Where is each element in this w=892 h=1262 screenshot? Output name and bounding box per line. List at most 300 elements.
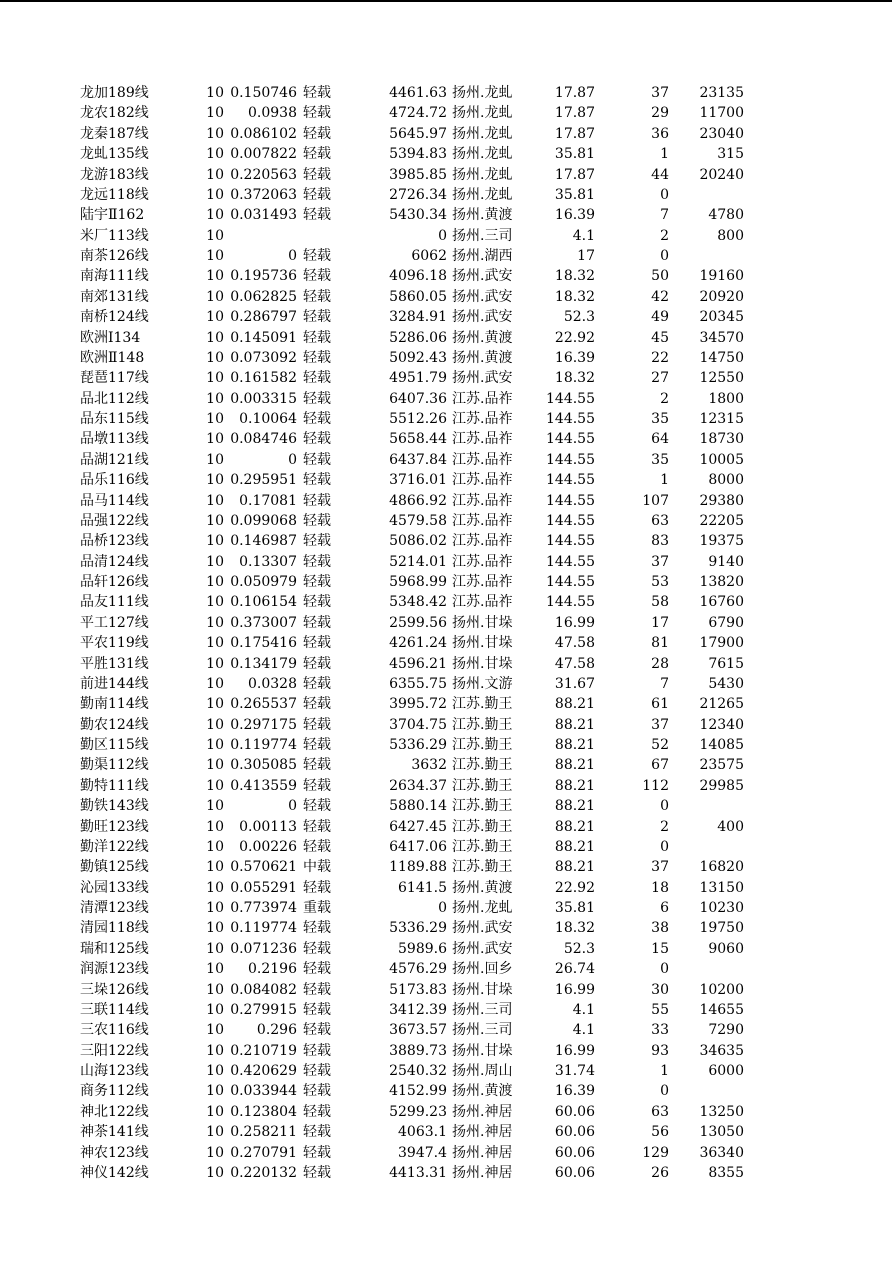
table-row xyxy=(0,959,892,979)
capacity-kva-cell: 16820 xyxy=(699,859,744,876)
transformer-count-cell: 0 xyxy=(660,186,669,203)
load-rate-cell: 0.161582 xyxy=(230,370,297,387)
load-rate-cell: 0.003315 xyxy=(230,390,297,407)
substation-value-cell: 17.87 xyxy=(554,85,595,101)
voltage-cell: 10 xyxy=(206,85,224,101)
substation-cell: 扬州.武安 xyxy=(452,268,513,285)
data-table xyxy=(0,83,892,1183)
table-row xyxy=(0,389,892,409)
transformer-count-cell: 7 xyxy=(660,675,669,692)
load-rate-cell: 0.086102 xyxy=(230,125,297,142)
voltage-cell: 10 xyxy=(206,635,224,652)
load-status-cell: 轻载 xyxy=(303,716,331,733)
substation-value-cell: 144.55 xyxy=(546,512,595,529)
substation-cell: 扬州.武安 xyxy=(452,288,513,305)
load-status-cell: 轻载 xyxy=(303,1164,331,1181)
load-status-cell: 轻载 xyxy=(303,1042,331,1059)
load-rate-cell: 0.297175 xyxy=(230,716,297,733)
line-name-cell: 琵琶117线 xyxy=(80,370,149,387)
capacity-kva-cell: 14750 xyxy=(699,349,744,366)
table-row xyxy=(0,1122,892,1142)
capacity-kva-cell: 6790 xyxy=(708,614,744,631)
line-name-cell: 商务112线 xyxy=(80,1083,149,1100)
load-rate-cell: 0.033944 xyxy=(230,1083,297,1100)
voltage-cell: 10 xyxy=(206,472,224,489)
table-row xyxy=(0,1020,892,1040)
voltage-cell: 10 xyxy=(206,1022,224,1039)
available-capacity-cell: 3889.73 xyxy=(389,1042,447,1059)
substation-cell: 江苏.勤王 xyxy=(452,757,513,774)
substation-value-cell: 16.39 xyxy=(554,1083,595,1100)
transformer-count-cell: 1 xyxy=(660,1063,669,1079)
available-capacity-cell: 6355.75 xyxy=(389,675,447,692)
capacity-kva-cell: 20345 xyxy=(699,309,744,326)
substation-value-cell: 88.21 xyxy=(554,798,595,815)
capacity-kva-cell: 16760 xyxy=(699,594,744,611)
substation-cell: 江苏.勤王 xyxy=(452,798,513,815)
load-status-cell: 轻载 xyxy=(303,186,331,203)
load-status-cell: 轻载 xyxy=(303,614,331,631)
table-row xyxy=(0,328,892,348)
line-name-cell: 南茶126线 xyxy=(80,248,149,264)
line-name-cell: 南郊131线 xyxy=(80,288,149,305)
substation-cell: 扬州.黄渡 xyxy=(452,879,513,896)
load-rate-cell: 0.265537 xyxy=(230,696,297,713)
available-capacity-cell: 2599.56 xyxy=(389,614,447,631)
transformer-count-cell: 67 xyxy=(651,757,669,774)
load-status-cell: 轻载 xyxy=(303,166,331,183)
available-capacity-cell: 5214.01 xyxy=(389,553,447,570)
substation-cell: 扬州.武安 xyxy=(452,309,513,326)
substation-cell: 江苏.品祚 xyxy=(452,390,513,407)
transformer-count-cell: 2 xyxy=(660,390,669,407)
load-rate-cell: 0.270791 xyxy=(230,1144,297,1161)
transformer-count-cell: 15 xyxy=(651,940,669,957)
substation-value-cell: 18.32 xyxy=(554,920,595,937)
available-capacity-cell: 4596.21 xyxy=(389,655,447,672)
available-capacity-cell: 4063.1 xyxy=(398,1124,447,1141)
voltage-cell: 10 xyxy=(206,370,224,387)
line-name-cell: 龙远118线 xyxy=(80,186,149,203)
available-capacity-cell: 4579.58 xyxy=(389,512,447,529)
transformer-count-cell: 112 xyxy=(642,777,669,794)
load-rate-cell: 0.295951 xyxy=(230,472,297,489)
substation-cell: 扬州.龙虬 xyxy=(452,186,513,203)
available-capacity-cell: 5092.43 xyxy=(389,349,447,366)
transformer-count-cell: 35 xyxy=(651,411,669,427)
line-name-cell: 龙农182线 xyxy=(80,105,149,122)
available-capacity-cell: 4413.31 xyxy=(389,1164,447,1181)
substation-value-cell: 60.06 xyxy=(554,1124,595,1141)
table-row xyxy=(0,817,892,837)
line-name-cell: 陆宇Ⅱ162 xyxy=(80,207,145,224)
substation-cell: 扬州.甘垛 xyxy=(452,655,513,672)
available-capacity-cell: 3704.75 xyxy=(389,716,447,733)
transformer-count-cell: 35 xyxy=(651,451,669,468)
table-row xyxy=(0,796,892,816)
load-rate-cell: 0.119774 xyxy=(230,737,297,753)
available-capacity-cell: 6062 xyxy=(411,248,447,264)
substation-cell: 江苏.品祚 xyxy=(452,512,513,529)
substation-cell: 扬州.甘垛 xyxy=(452,635,513,652)
load-rate-cell: 0 xyxy=(288,798,297,815)
capacity-kva-cell: 17900 xyxy=(699,635,744,652)
available-capacity-cell: 3632 xyxy=(411,757,447,774)
transformer-count-cell: 50 xyxy=(651,268,669,285)
load-status-cell: 轻载 xyxy=(303,1124,331,1141)
transformer-count-cell: 61 xyxy=(651,696,669,713)
available-capacity-cell: 6141.5 xyxy=(398,879,447,896)
transformer-count-cell: 0 xyxy=(660,798,669,815)
load-status-cell: 轻载 xyxy=(303,329,331,346)
table-row xyxy=(0,654,892,674)
transformer-count-cell: 107 xyxy=(642,492,669,509)
voltage-cell: 10 xyxy=(206,716,224,733)
line-name-cell: 龙游183线 xyxy=(80,166,149,183)
table-row xyxy=(0,103,892,123)
table-row xyxy=(0,592,892,612)
transformer-count-cell: 63 xyxy=(651,1103,669,1120)
substation-value-cell: 4.1 xyxy=(572,1001,595,1018)
transformer-count-cell: 17 xyxy=(651,614,669,631)
line-name-cell: 平农119线 xyxy=(80,635,149,652)
voltage-cell: 10 xyxy=(206,1001,224,1018)
available-capacity-cell: 0 xyxy=(438,900,447,916)
substation-cell: 扬州.龙虬 xyxy=(452,900,513,916)
transformer-count-cell: 30 xyxy=(651,981,669,998)
substation-cell: 江苏.勤王 xyxy=(452,859,513,876)
load-rate-cell: 0.119774 xyxy=(230,920,297,937)
capacity-kva-cell: 23575 xyxy=(699,757,744,774)
available-capacity-cell: 2726.34 xyxy=(389,186,447,203)
substation-cell: 江苏.勤王 xyxy=(452,818,513,835)
substation-value-cell: 17.87 xyxy=(554,166,595,183)
voltage-cell: 10 xyxy=(206,309,224,326)
load-status-cell: 轻载 xyxy=(303,1083,331,1100)
available-capacity-cell: 4724.72 xyxy=(389,105,447,122)
available-capacity-cell: 4866.92 xyxy=(389,492,447,509)
capacity-kva-cell: 6000 xyxy=(708,1063,744,1079)
table-row xyxy=(0,165,892,185)
available-capacity-cell: 6427.45 xyxy=(389,818,447,835)
capacity-kva-cell: 12550 xyxy=(699,370,744,387)
table-row xyxy=(0,144,892,164)
substation-value-cell: 144.55 xyxy=(546,411,595,427)
line-name-cell: 品北112线 xyxy=(80,390,149,407)
table-row xyxy=(0,633,892,653)
voltage-cell: 10 xyxy=(206,227,224,244)
load-status-cell: 轻载 xyxy=(303,309,331,326)
substation-value-cell: 144.55 xyxy=(546,594,595,611)
table-row xyxy=(0,246,892,266)
substation-cell: 扬州.神居 xyxy=(452,1164,513,1181)
substation-cell: 扬州.武安 xyxy=(452,940,513,957)
load-rate-cell: 0.084746 xyxy=(230,431,297,448)
transformer-count-cell: 58 xyxy=(651,594,669,611)
transformer-count-cell: 93 xyxy=(651,1042,669,1059)
substation-value-cell: 88.21 xyxy=(554,838,595,855)
load-status-cell: 轻载 xyxy=(303,737,331,753)
voltage-cell: 10 xyxy=(206,1103,224,1120)
load-status-cell: 轻载 xyxy=(303,146,331,163)
line-name-cell: 品东115线 xyxy=(80,411,149,427)
capacity-kva-cell: 4780 xyxy=(708,207,744,224)
voltage-cell: 10 xyxy=(206,288,224,305)
transformer-count-cell: 44 xyxy=(651,166,669,183)
table-row xyxy=(0,266,892,286)
substation-cell: 扬州.黄渡 xyxy=(452,207,513,224)
voltage-cell: 10 xyxy=(206,1083,224,1100)
line-name-cell: 勤洋122线 xyxy=(80,838,149,855)
substation-value-cell: 88.21 xyxy=(554,737,595,753)
transformer-count-cell: 18 xyxy=(651,879,669,896)
available-capacity-cell: 5989.6 xyxy=(398,940,447,957)
table-row xyxy=(0,531,892,551)
transformer-count-cell: 81 xyxy=(651,635,669,652)
substation-value-cell: 144.55 xyxy=(546,472,595,489)
capacity-kva-cell: 12315 xyxy=(699,411,744,427)
table-row xyxy=(0,470,892,490)
substation-value-cell: 144.55 xyxy=(546,553,595,570)
substation-value-cell: 60.06 xyxy=(554,1103,595,1120)
voltage-cell: 10 xyxy=(206,737,224,753)
load-status-cell: 轻载 xyxy=(303,533,331,550)
capacity-kva-cell: 14655 xyxy=(699,1001,744,1018)
line-name-cell: 润源123线 xyxy=(80,961,149,978)
capacity-kva-cell: 13250 xyxy=(699,1103,744,1120)
load-rate-cell: 0.146987 xyxy=(230,533,297,550)
load-rate-cell: 0.210719 xyxy=(230,1042,297,1059)
line-name-cell: 勤旺123线 xyxy=(80,818,149,835)
capacity-kva-cell: 22205 xyxy=(699,512,744,529)
substation-cell: 扬州.三司 xyxy=(452,1001,513,1018)
load-status-cell: 轻载 xyxy=(303,248,331,264)
table-row xyxy=(0,694,892,714)
transformer-count-cell: 55 xyxy=(651,1001,669,1018)
line-name-cell: 品墩113线 xyxy=(80,431,149,448)
voltage-cell: 10 xyxy=(206,1042,224,1059)
line-name-cell: 欧洲Ⅱ148 xyxy=(80,349,145,366)
capacity-kva-cell: 23135 xyxy=(699,85,744,101)
table-row xyxy=(0,124,892,144)
substation-value-cell: 47.58 xyxy=(554,655,595,672)
line-name-cell: 清潭123线 xyxy=(80,900,149,916)
line-name-cell: 沁园133线 xyxy=(80,879,149,896)
load-status-cell: 中载 xyxy=(303,859,331,876)
load-status-cell: 轻载 xyxy=(303,288,331,305)
capacity-kva-cell: 19160 xyxy=(699,268,744,285)
table-row xyxy=(0,511,892,531)
line-name-cell: 三农116线 xyxy=(80,1022,149,1039)
table-row xyxy=(0,735,892,755)
voltage-cell: 10 xyxy=(206,512,224,529)
substation-cell: 江苏.品祚 xyxy=(452,594,513,611)
load-status-cell: 轻载 xyxy=(303,207,331,224)
load-rate-cell: 0.123804 xyxy=(230,1103,297,1120)
substation-value-cell: 88.21 xyxy=(554,818,595,835)
substation-cell: 扬州.甘垛 xyxy=(452,981,513,998)
table-row xyxy=(0,552,892,572)
available-capacity-cell: 5968.99 xyxy=(389,574,447,590)
load-rate-cell: 0.2196 xyxy=(248,961,297,978)
table-row xyxy=(0,572,892,592)
line-name-cell: 勤南114线 xyxy=(80,696,149,713)
voltage-cell: 10 xyxy=(206,533,224,550)
table-row xyxy=(0,674,892,694)
capacity-kva-cell: 20240 xyxy=(699,166,744,183)
capacity-kva-cell: 19750 xyxy=(699,920,744,937)
load-rate-cell: 0.134179 xyxy=(230,655,297,672)
capacity-kva-cell: 29985 xyxy=(699,777,744,794)
transformer-count-cell: 0 xyxy=(660,838,669,855)
transformer-count-cell: 2 xyxy=(660,227,669,244)
load-rate-cell: 0.00113 xyxy=(239,818,297,835)
substation-value-cell: 35.81 xyxy=(554,186,595,203)
load-rate-cell: 0.305085 xyxy=(230,757,297,774)
voltage-cell: 10 xyxy=(206,1164,224,1181)
voltage-cell: 10 xyxy=(206,553,224,570)
load-rate-cell: 0.13307 xyxy=(239,553,297,570)
table-row xyxy=(0,715,892,735)
substation-cell: 江苏.勤王 xyxy=(452,716,513,733)
capacity-kva-cell: 29380 xyxy=(699,492,744,509)
substation-cell: 江苏.品祚 xyxy=(452,492,513,509)
line-name-cell: 品湖121线 xyxy=(80,451,149,468)
substation-cell: 扬州.黄渡 xyxy=(452,1083,513,1100)
substation-value-cell: 47.58 xyxy=(554,635,595,652)
load-status-cell: 轻载 xyxy=(303,1063,331,1079)
voltage-cell: 10 xyxy=(206,146,224,163)
table-row xyxy=(0,1163,892,1183)
substation-value-cell: 4.1 xyxy=(572,227,595,244)
voltage-cell: 10 xyxy=(206,675,224,692)
available-capacity-cell: 4461.63 xyxy=(389,85,447,101)
substation-cell: 江苏.品祚 xyxy=(452,553,513,570)
table-row xyxy=(0,307,892,327)
line-name-cell: 三垛126线 xyxy=(80,981,149,998)
load-rate-cell: 0.413559 xyxy=(230,777,297,794)
available-capacity-cell: 5086.02 xyxy=(389,533,447,550)
line-name-cell: 勤特111线 xyxy=(80,777,149,794)
load-rate-cell: 0.150746 xyxy=(230,85,297,101)
load-rate-cell: 0.296 xyxy=(256,1022,297,1039)
substation-value-cell: 35.81 xyxy=(554,146,595,163)
available-capacity-cell: 2634.37 xyxy=(389,777,447,794)
table-row xyxy=(0,878,892,898)
table-row xyxy=(0,776,892,796)
load-status-cell: 轻载 xyxy=(303,1144,331,1161)
transformer-count-cell: 53 xyxy=(651,574,669,590)
table-row xyxy=(0,1000,892,1020)
voltage-cell: 10 xyxy=(206,900,224,916)
voltage-cell: 10 xyxy=(206,838,224,855)
transformer-count-cell: 49 xyxy=(651,309,669,326)
load-status-cell: 轻载 xyxy=(303,675,331,692)
load-status-cell: 轻载 xyxy=(303,431,331,448)
load-status-cell: 轻载 xyxy=(303,492,331,509)
available-capacity-cell: 5348.42 xyxy=(389,594,447,611)
voltage-cell: 10 xyxy=(206,777,224,794)
voltage-cell: 10 xyxy=(206,186,224,203)
available-capacity-cell: 4576.29 xyxy=(389,961,447,978)
available-capacity-cell: 5299.23 xyxy=(389,1103,447,1120)
substation-value-cell: 88.21 xyxy=(554,859,595,876)
capacity-kva-cell: 13150 xyxy=(699,879,744,896)
substation-cell: 江苏.品祚 xyxy=(452,431,513,448)
substation-cell: 扬州.武安 xyxy=(452,370,513,387)
table-row xyxy=(0,918,892,938)
substation-value-cell: 35.81 xyxy=(554,900,595,916)
transformer-count-cell: 37 xyxy=(651,859,669,876)
table-row xyxy=(0,1102,892,1122)
load-status-cell: 轻载 xyxy=(303,472,331,489)
line-name-cell: 三阳122线 xyxy=(80,1042,149,1059)
load-rate-cell: 0.084082 xyxy=(230,981,297,998)
transformer-count-cell: 64 xyxy=(651,431,669,448)
transformer-count-cell: 29 xyxy=(651,105,669,122)
transformer-count-cell: 1 xyxy=(660,146,669,163)
voltage-cell: 10 xyxy=(206,574,224,590)
table-row xyxy=(0,409,892,429)
table-row xyxy=(0,348,892,368)
voltage-cell: 10 xyxy=(206,349,224,366)
capacity-kva-cell: 10200 xyxy=(699,981,744,998)
load-status-cell: 轻载 xyxy=(303,879,331,896)
line-name-cell: 勤区115线 xyxy=(80,737,149,753)
capacity-kva-cell: 8000 xyxy=(708,472,744,489)
voltage-cell: 10 xyxy=(206,105,224,122)
load-status-cell: 轻载 xyxy=(303,961,331,978)
available-capacity-cell: 6407.36 xyxy=(389,390,447,407)
voltage-cell: 10 xyxy=(206,451,224,468)
capacity-kva-cell: 10230 xyxy=(699,900,744,916)
capacity-kva-cell: 36340 xyxy=(699,1144,744,1161)
transformer-count-cell: 0 xyxy=(660,1083,669,1100)
available-capacity-cell: 5336.29 xyxy=(389,737,447,753)
transformer-count-cell: 129 xyxy=(642,1144,669,1161)
capacity-kva-cell: 14085 xyxy=(699,737,744,753)
table-row xyxy=(0,939,892,959)
substation-cell: 扬州.龙虬 xyxy=(452,125,513,142)
voltage-cell: 10 xyxy=(206,268,224,285)
load-rate-cell: 0.10064 xyxy=(239,411,297,427)
table-row xyxy=(0,1081,892,1101)
available-capacity-cell: 1189.88 xyxy=(389,859,447,876)
table-row xyxy=(0,613,892,633)
capacity-kva-cell: 12340 xyxy=(699,716,744,733)
line-name-cell: 勤铁143线 xyxy=(80,798,149,815)
load-rate-cell: 0.106154 xyxy=(230,594,297,611)
load-status-cell: 轻载 xyxy=(303,594,331,611)
load-rate-cell: 0.00226 xyxy=(239,838,297,855)
voltage-cell: 10 xyxy=(206,1124,224,1141)
load-status-cell: 轻载 xyxy=(303,390,331,407)
load-status-cell: 轻载 xyxy=(303,940,331,957)
voltage-cell: 10 xyxy=(206,125,224,142)
available-capacity-cell: 3995.72 xyxy=(389,696,447,713)
capacity-kva-cell: 9140 xyxy=(708,553,744,570)
table-row xyxy=(0,205,892,225)
load-rate-cell: 0.145091 xyxy=(230,329,297,346)
transformer-count-cell: 56 xyxy=(651,1124,669,1141)
available-capacity-cell: 5860.05 xyxy=(389,288,447,305)
substation-cell: 江苏.品祚 xyxy=(452,472,513,489)
table-row xyxy=(0,857,892,877)
available-capacity-cell: 5430.34 xyxy=(389,207,447,224)
line-name-cell: 品马114线 xyxy=(80,492,149,509)
available-capacity-cell: 3673.57 xyxy=(389,1022,447,1039)
substation-cell: 扬州.神居 xyxy=(452,1124,513,1141)
